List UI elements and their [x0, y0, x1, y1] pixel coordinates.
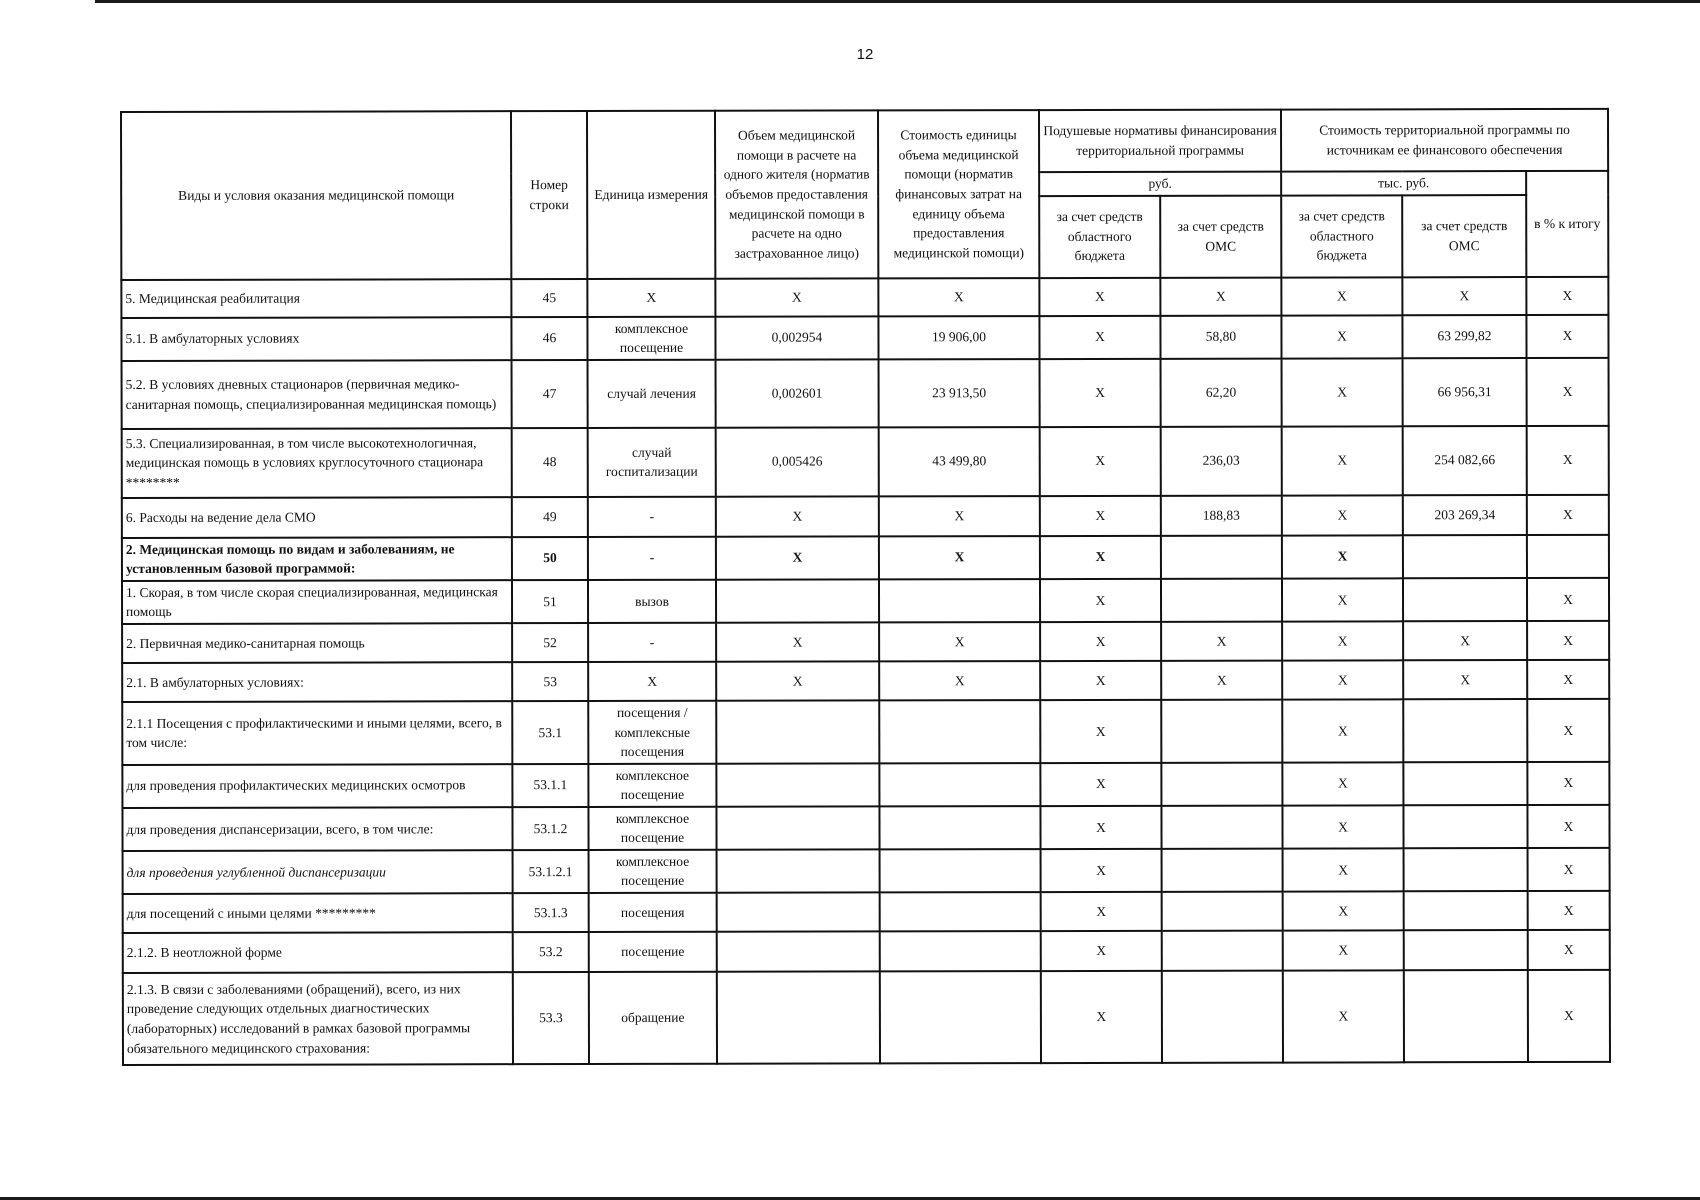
row-name: 5. Медицинская реабилитация: [121, 279, 511, 318]
row-program-oms: [1403, 762, 1527, 805]
row-per-capita-regional: X: [1040, 427, 1161, 496]
row-number: 53.1.3: [513, 893, 589, 932]
row-program-regional: X: [1282, 699, 1403, 762]
row-name: для посещений с иными целями *********: [123, 893, 513, 933]
row-volume: [717, 931, 880, 971]
row-per-capita-oms: 62,20: [1161, 358, 1282, 426]
row-percent-total: X: [1526, 314, 1608, 357]
row-name: 5.1. В амбулаторных условиях: [121, 317, 511, 361]
row-number: 46: [511, 317, 587, 360]
row-per-capita-oms: [1161, 805, 1282, 848]
row-volume: X: [715, 278, 878, 316]
row-volume: X: [716, 536, 879, 579]
row-program-oms: 66 956,31: [1403, 358, 1527, 426]
header-unit-cost: Стоимость единицы объема медицинской помощи (норматив финансовых затрат на единицу объема предоставления медицинской помощи): [878, 110, 1039, 278]
row-unit-cost: X: [879, 661, 1040, 700]
row-unit: обращение: [589, 972, 717, 1064]
row-volume: X: [716, 496, 879, 536]
row-number: 49: [512, 497, 588, 537]
row-volume: [716, 579, 879, 622]
row-program-regional: X: [1283, 891, 1404, 930]
row-program-oms: X: [1403, 621, 1527, 660]
row-program-regional: X: [1281, 277, 1402, 315]
row-volume: X: [716, 622, 879, 661]
row-per-capita-regional: X: [1040, 622, 1161, 661]
row-unit: посещения / комплексные посещения: [588, 701, 716, 764]
table-row: [122, 805, 1609, 851]
table-row: [122, 535, 1609, 581]
row-unit: посещение: [589, 932, 717, 972]
header-volume: Объем медицинской помощи в расчете на одного жителя (норматив объемов предоставления медицинской помощи в расчете на одно застрахованное лицо): [715, 110, 878, 278]
row-name: 2. Первичная медико-санитарная помощь: [122, 623, 512, 663]
row-percent-total: X: [1528, 970, 1610, 1062]
row-number: 48: [512, 428, 588, 497]
row-program-oms: 63 299,82: [1402, 315, 1526, 358]
row-per-capita-regional: X: [1040, 700, 1161, 763]
row-unit: -: [588, 623, 716, 662]
row-per-capita-regional: X: [1040, 579, 1161, 622]
row-unit-cost: [879, 700, 1040, 763]
row-per-capita-regional: X: [1040, 661, 1161, 700]
row-number: 47: [512, 360, 588, 428]
row-program-regional: X: [1282, 660, 1403, 699]
row-unit-cost: [880, 892, 1041, 931]
row-percent-total: X: [1527, 805, 1609, 848]
row-program-oms: X: [1402, 277, 1526, 315]
row-program-oms: [1404, 930, 1528, 970]
row-unit: посещения: [589, 893, 717, 932]
row-program-regional: X: [1282, 535, 1403, 578]
table-row: [122, 699, 1609, 765]
row-name: 6. Расходы на ведение дела СМО: [122, 497, 512, 538]
row-per-capita-oms: X: [1160, 277, 1281, 315]
row-name: для проведения диспансеризации, всего, в том числе:: [122, 807, 512, 851]
row-percent-total: X: [1528, 848, 1610, 891]
row-program-oms: [1404, 970, 1528, 1062]
row-name: 5.2. В условиях дневных стационаров (первичная медико-санитарная помощь, специализированная медицинская помощь): [122, 360, 512, 429]
row-unit-cost: [880, 931, 1041, 971]
row-percent-total: X: [1527, 699, 1609, 762]
row-number: 53.1: [512, 701, 588, 764]
row-percent-total: X: [1527, 578, 1609, 621]
row-per-capita-regional: X: [1040, 536, 1161, 579]
row-program-oms: [1403, 578, 1527, 621]
row-number: 53.3: [513, 972, 589, 1064]
row-program-regional: X: [1283, 970, 1404, 1062]
row-percent-total: X: [1527, 762, 1609, 805]
scan-edge-top: [95, 0, 1700, 3]
row-program-regional: X: [1281, 315, 1402, 358]
row-per-capita-regional: X: [1040, 762, 1161, 805]
row-per-capita-oms: [1162, 848, 1283, 891]
financing-table: [120, 108, 1611, 1066]
row-per-capita-regional: X: [1039, 315, 1160, 358]
row-name: для проведения углубленной диспансеризации: [123, 850, 513, 894]
row-per-capita-oms: [1161, 578, 1282, 621]
row-unit: комплексное посещение: [588, 763, 716, 806]
row-program-regional: X: [1282, 495, 1403, 535]
row-per-capita-regional: X: [1041, 892, 1162, 931]
row-number: 51: [512, 580, 588, 623]
row-percent-total: X: [1527, 660, 1609, 699]
row-percent-total: X: [1528, 930, 1610, 970]
row-number: 53.2: [513, 932, 589, 972]
row-unit: комплексное посещение: [589, 850, 717, 893]
row-unit-cost: [880, 849, 1041, 892]
row-program-regional: X: [1283, 848, 1404, 891]
row-volume: [716, 700, 879, 763]
row-per-capita-regional: X: [1041, 931, 1162, 971]
row-unit: комплексное посещение: [587, 316, 715, 359]
row-number: 52: [512, 623, 588, 662]
row-program-oms: 203 269,34: [1403, 495, 1527, 535]
row-percent-total: X: [1526, 276, 1608, 314]
row-name: 1. Скорая, в том числе скорая специализированная, медицинская помощь: [122, 580, 512, 624]
row-program-oms: [1403, 805, 1527, 848]
row-per-capita-oms: [1162, 931, 1283, 971]
row-program-regional: X: [1282, 805, 1403, 848]
row-program-oms: [1404, 891, 1528, 930]
table-header: [121, 109, 1608, 280]
row-unit: случай госпитализации: [588, 427, 716, 496]
row-per-capita-oms: 58,80: [1160, 315, 1281, 358]
row-per-capita-oms: 236,03: [1161, 426, 1282, 495]
header-program-oms: за счет средств ОМС: [1402, 195, 1526, 277]
header-per-capita-unit: руб.: [1039, 172, 1281, 196]
row-per-capita-oms: X: [1161, 622, 1282, 661]
row-volume: X: [716, 661, 879, 700]
row-per-capita-regional: X: [1041, 849, 1162, 892]
row-percent-total: X: [1527, 426, 1609, 495]
row-unit-cost: [880, 971, 1041, 1063]
row-per-capita-regional: X: [1040, 496, 1161, 536]
table-row: [122, 621, 1609, 663]
row-program-regional: X: [1283, 930, 1404, 970]
table-row: [122, 578, 1609, 624]
row-program-oms: [1403, 699, 1527, 762]
row-name: для проведения профилактических медицинских осмотров: [122, 764, 512, 808]
row-number: 50: [512, 537, 588, 580]
row-unit: комплексное посещение: [588, 807, 716, 850]
row-unit-cost: X: [879, 622, 1040, 661]
row-program-oms: [1404, 848, 1528, 891]
row-program-regional: X: [1282, 426, 1403, 495]
row-unit-cost: 19 906,00: [878, 316, 1039, 359]
header-percent-total: в % к итогу: [1526, 171, 1608, 277]
row-unit-cost: X: [879, 536, 1040, 579]
table-row: [122, 660, 1609, 702]
header-program-regional: за счет средств областного бюджета: [1281, 195, 1402, 277]
row-program-oms: X: [1403, 660, 1527, 699]
header-name: Виды и условия оказания медицинской помощи: [121, 111, 511, 279]
row-per-capita-regional: X: [1040, 806, 1161, 849]
row-unit: X: [588, 662, 716, 701]
row-per-capita-oms: 188,83: [1161, 495, 1282, 535]
row-per-capita-regional: X: [1041, 971, 1162, 1063]
row-unit: -: [588, 496, 716, 536]
row-volume: [716, 806, 879, 849]
header-unit: Единица измерения: [587, 111, 715, 279]
row-unit-cost: 43 499,80: [879, 427, 1040, 496]
table-row: [123, 930, 1610, 973]
header-program-cost: Стоимость территориальной программы по источникам ее финансового обеспечения: [1281, 109, 1608, 172]
row-per-capita-oms: [1161, 762, 1282, 805]
row-percent-total: [1527, 535, 1609, 578]
row-per-capita-regional: X: [1039, 277, 1160, 315]
row-unit: -: [588, 536, 716, 579]
row-volume: 0,002601: [716, 359, 879, 427]
header-per-capita-oms: за счет средств ОМС: [1160, 195, 1281, 277]
row-unit-cost: 23 913,50: [879, 359, 1040, 427]
row-unit-cost: X: [878, 278, 1039, 316]
row-per-capita-oms: [1161, 700, 1282, 763]
row-percent-total: X: [1527, 358, 1609, 426]
table-row: [121, 276, 1608, 317]
row-number: 53: [512, 662, 588, 701]
row-program-regional: X: [1282, 762, 1403, 805]
row-unit-cost: [879, 579, 1040, 622]
row-per-capita-oms: [1161, 535, 1282, 578]
row-name: 2.1.2. В неотложной форме: [123, 932, 513, 973]
row-program-oms: [1403, 535, 1527, 578]
table-row: [122, 358, 1609, 429]
table-row: [122, 762, 1609, 808]
header-program-cost-unit: тыс. руб.: [1281, 171, 1526, 195]
row-percent-total: X: [1528, 891, 1610, 930]
row-name: 5.3. Специализированная, в том числе высокотехнологичная, медицинская помощь в условиях круглосуточного стационара ********: [122, 428, 512, 498]
table-row: [122, 426, 1609, 498]
row-number: 53.1.2.1: [513, 850, 589, 893]
table-row: [122, 495, 1609, 538]
row-percent-total: X: [1527, 495, 1609, 535]
page-number: 12: [856, 46, 874, 63]
row-unit: случай лечения: [588, 359, 716, 427]
row-unit: X: [587, 278, 715, 316]
row-number: 53.1.2: [512, 807, 588, 850]
header-row-number: Номер строки: [511, 111, 587, 279]
row-program-regional: X: [1282, 358, 1403, 426]
table-row: [123, 848, 1610, 894]
row-name: 2.1.3. В связи с заболеваниями (обращений), всего, из них проведение следующих отдельных диагностических (лабораторных) исследований в рамках базовой программы обязательного медицинского страхования:: [123, 972, 513, 1065]
row-program-oms: 254 082,66: [1403, 426, 1527, 495]
table-row: [123, 970, 1610, 1065]
table-row: [121, 314, 1608, 360]
row-number: 53.1.1: [512, 764, 588, 807]
header-per-capita: Подушевые нормативы финансирования территориальной программы: [1039, 110, 1281, 173]
header-per-capita-regional: за счет средств областного бюджета: [1039, 195, 1160, 277]
row-volume: 0,002954: [715, 316, 878, 359]
row-volume: [717, 892, 880, 931]
row-number: 45: [511, 279, 587, 317]
row-name: 2.1.1 Посещения с профилактическими и иными целями, всего, в том числе:: [122, 701, 512, 765]
row-unit-cost: [879, 806, 1040, 849]
table-row: [123, 891, 1610, 933]
row-volume: [716, 763, 879, 806]
row-per-capita-oms: [1162, 892, 1283, 931]
row-unit-cost: [879, 763, 1040, 806]
row-volume: [717, 849, 880, 892]
row-per-capita-regional: X: [1040, 359, 1161, 427]
row-program-regional: X: [1282, 578, 1403, 621]
row-per-capita-oms: X: [1161, 661, 1282, 700]
row-name: 2. Медицинская помощь по видам и заболеваниям, не установленным базовой программой:: [122, 537, 512, 581]
row-program-regional: X: [1282, 621, 1403, 660]
row-volume: [717, 971, 880, 1063]
row-unit-cost: X: [879, 496, 1040, 536]
row-percent-total: X: [1527, 621, 1609, 660]
row-per-capita-oms: [1162, 971, 1283, 1063]
row-name: 2.1. В амбулаторных условиях:: [122, 662, 512, 702]
table-body: [121, 276, 1610, 1065]
row-unit: вызов: [588, 580, 716, 623]
row-volume: 0,005426: [716, 427, 879, 496]
